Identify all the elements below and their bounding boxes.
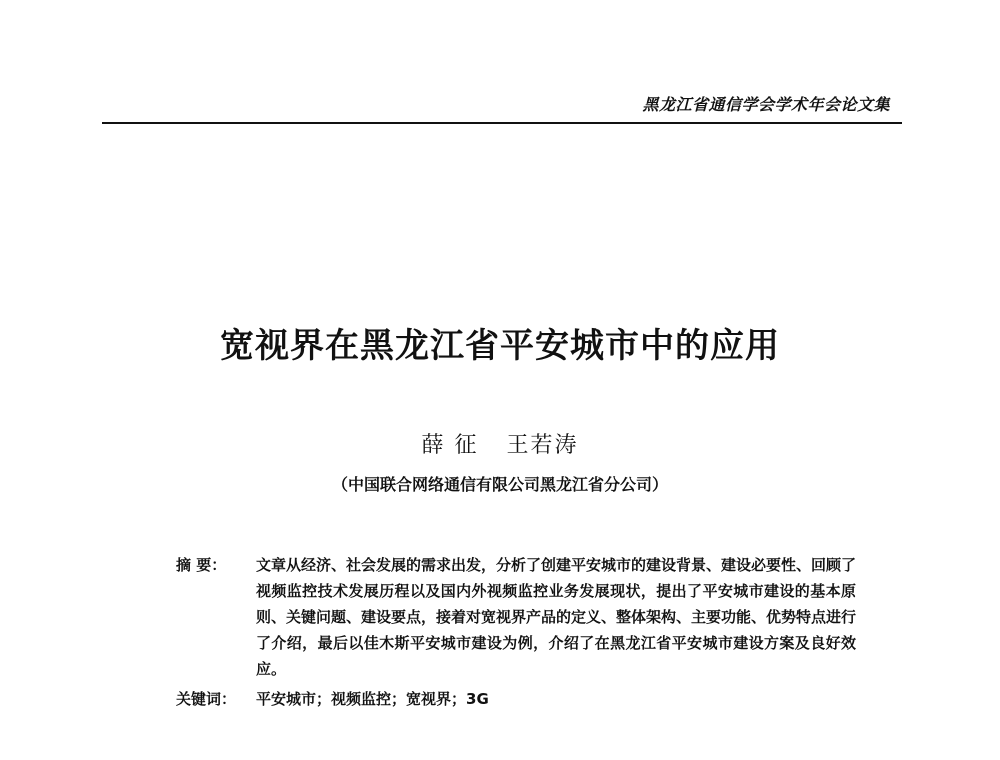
affiliation: （中国联合网络通信有限公司黑龙江省分公司）: [331, 475, 668, 494]
header-rule: [102, 122, 902, 124]
paper-title: 宽视界在黑龙江省平安城市中的应用: [220, 326, 780, 366]
abstract-label: 摘 要：: [176, 556, 227, 574]
author-name: 薛 征: [421, 433, 479, 458]
running-header: 黑龙江省通信学会学术年会论文集: [642, 95, 890, 114]
author-name: 王若涛: [506, 433, 579, 458]
keywords-label: 关键词：: [176, 690, 237, 708]
keywords-text: 平安城市；视频监控；宽视界；3G: [256, 690, 489, 708]
abstract-row: [176, 552, 856, 682]
keywords-row: [176, 686, 856, 712]
abstract-text: 文章从经济、社会发展的需求出发，分析了创建平安城市的建设背景、建设必要性、回顾了视频监控技术发展历程以及国内外视频监控业务发展现状，提出了平安城市建设的基本原则、关键问题、建设要点，接着对宽视界产品的定义、整体架构、主要功能、优势特点进行了介绍，最后以佳木斯平安城市建设为例，介绍了在黑龙江省平安城市建设方案及良好效应。: [256, 556, 857, 678]
authors: [0, 428, 1000, 459]
abstract-block: [176, 552, 856, 712]
